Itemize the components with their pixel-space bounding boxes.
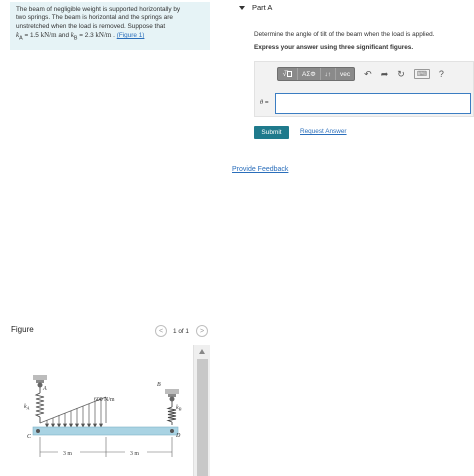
scroll-thumb[interactable] xyxy=(197,359,208,476)
redo-icon[interactable]: ➦ xyxy=(380,68,389,79)
kb-value: = 2.3 xyxy=(77,31,96,39)
problem-statement xyxy=(10,2,210,50)
spring-a-label: $k_A$ xyxy=(24,404,30,411)
toolbar-button-group xyxy=(277,67,355,81)
collapse-caret-icon[interactable] xyxy=(239,6,245,10)
vector-button[interactable]: vec xyxy=(340,70,351,78)
spring-b-label: $k_B$ xyxy=(176,405,182,412)
next-figure-button[interactable]: > xyxy=(196,325,208,337)
prev-figure-button[interactable]: < xyxy=(155,325,167,337)
figure-scrollbar[interactable] xyxy=(193,345,210,476)
dimension-label-2: 3 m xyxy=(130,451,139,457)
answer-input[interactable] xyxy=(275,93,471,114)
equals-sign: = xyxy=(263,99,269,106)
separator: . xyxy=(111,31,117,39)
request-answer-link[interactable]: Request Answer xyxy=(300,128,347,135)
keyboard-icon[interactable]: ⌨ xyxy=(414,69,430,79)
part-a-header[interactable] xyxy=(239,3,272,12)
label-a: A xyxy=(43,386,47,392)
label-c: C xyxy=(27,434,32,440)
arrows-button[interactable]: ↓↑ xyxy=(321,68,337,80)
joint-d-icon xyxy=(170,429,174,433)
provide-feedback-link[interactable]: Provide Feedback xyxy=(232,166,289,173)
templates-button[interactable] xyxy=(278,68,298,80)
ka-symbol: k xyxy=(16,30,20,39)
greek-symbols-button[interactable]: AΣΦ xyxy=(298,68,321,80)
figure-page-count: 1 of 1 xyxy=(173,327,189,335)
dimension-lines xyxy=(40,437,172,457)
math-toolbar xyxy=(277,67,444,81)
submit-button[interactable]: Submit xyxy=(254,126,289,139)
sqrt-icon: √̅ xyxy=(282,70,287,78)
instruction-text: Express your answer using three significant figures. xyxy=(254,44,414,51)
spring-constants xyxy=(16,31,204,43)
problem-line-2: two springs. The beam is horizontal and the springs are xyxy=(16,14,173,22)
beam xyxy=(33,427,178,435)
kb-symbol: k xyxy=(70,30,74,39)
question-text: Determine the angle of tilt of the beam when the load is applied. xyxy=(254,31,435,38)
figure-heading: Figure xyxy=(11,325,34,334)
load-label: 600 N/m xyxy=(94,397,115,403)
kb-unit: kN/m xyxy=(95,30,112,39)
part-title: Part A xyxy=(252,3,273,12)
spring-a-icon xyxy=(36,387,44,423)
problem-line-3: unstretched when the load is removed. Suppose that xyxy=(16,22,166,30)
and-text: and xyxy=(56,31,71,39)
label-d: D xyxy=(176,433,181,439)
box-icon xyxy=(287,71,292,77)
ka-value: = 1.5 xyxy=(22,31,41,39)
ka-subscript: A xyxy=(19,35,23,42)
support-b-icon xyxy=(165,389,179,402)
help-icon[interactable]: ? xyxy=(438,69,444,79)
label-b: B xyxy=(157,382,161,388)
answer-label xyxy=(260,99,269,106)
reset-icon[interactable]: ↻ xyxy=(397,68,405,79)
ka-unit: kN/m xyxy=(40,30,57,39)
kb-subscript: B xyxy=(73,35,78,42)
joint-c-icon xyxy=(36,429,40,433)
dimension-label-1: 3 m xyxy=(63,451,72,457)
theta-symbol: θ xyxy=(260,99,264,106)
beam-figure xyxy=(0,345,193,476)
spring-b-icon xyxy=(168,401,176,425)
problem-line-1: The beam of negligible weight is supported horizontally by xyxy=(16,6,181,13)
scroll-up-arrow-icon[interactable] xyxy=(199,349,205,354)
answer-panel xyxy=(254,61,474,117)
figure-link[interactable]: (Figure 1) xyxy=(116,31,145,39)
undo-icon[interactable]: ↶ xyxy=(364,68,372,79)
figure-pager xyxy=(155,325,208,337)
